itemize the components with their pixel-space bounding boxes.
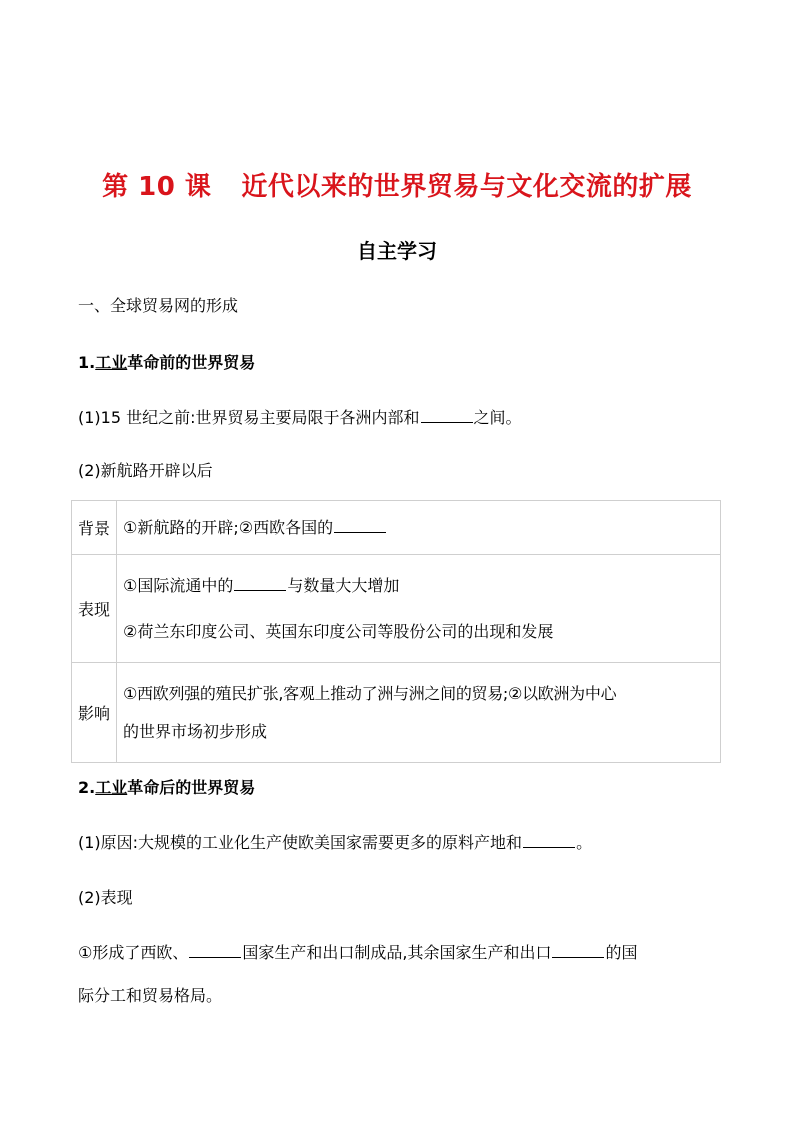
fill-blank bbox=[334, 518, 386, 533]
text-segment: (1)15 世纪之前:世界贸易主要局限于各洲内部和 bbox=[78, 408, 420, 427]
fill-blank bbox=[523, 833, 575, 848]
paragraph-1-1 bbox=[78, 405, 522, 428]
part-two-number: 2. bbox=[78, 778, 96, 797]
lesson-title bbox=[0, 166, 794, 203]
text-segment: 之间。 bbox=[473, 408, 522, 427]
part-two-underlined: 工业 bbox=[95, 778, 128, 797]
table-row bbox=[72, 501, 721, 555]
paragraph-2-1 bbox=[78, 830, 592, 853]
content-line: 的世界市场初步形成 bbox=[123, 721, 268, 741]
section-one-heading: 一、全球贸易网的形成 bbox=[78, 296, 239, 315]
text-segment: ①国际流通中的 bbox=[123, 575, 234, 595]
lesson-topic: 近代以来的世界贸易与文化交流的扩展 bbox=[241, 172, 692, 202]
part-one-heading bbox=[78, 350, 255, 373]
fill-blank bbox=[234, 576, 286, 591]
part-two-heading bbox=[78, 775, 255, 798]
paragraph-2-2: (2)表现 bbox=[78, 888, 133, 907]
fill-blank bbox=[421, 408, 473, 423]
text-segment: 。 bbox=[576, 833, 593, 852]
text-segment: 的国 bbox=[605, 943, 638, 962]
section-heading: 自主学习 bbox=[357, 239, 437, 263]
content-line bbox=[123, 563, 714, 609]
part-one-title: 革命前的世界贸易 bbox=[127, 353, 256, 372]
text-segment: ①形成了西欧、 bbox=[78, 943, 189, 962]
paragraph-2-3-continued: 际分工和贸易格局。 bbox=[78, 986, 223, 1005]
part-one-number: 1. bbox=[78, 353, 96, 372]
paragraph-1-2: (2)新航路开辟以后 bbox=[78, 461, 213, 480]
part-two-title: 革命后的世界贸易 bbox=[127, 778, 256, 797]
text-segment: (1)原因:大规模的工业化生产使欧美国家需要更多的原料产地和 bbox=[78, 833, 523, 852]
table-row bbox=[72, 555, 721, 663]
lesson-number: 第 10 课 bbox=[102, 172, 212, 202]
part-one-underlined: 工业 bbox=[95, 353, 128, 372]
row-content bbox=[117, 663, 721, 763]
fill-blank bbox=[189, 943, 241, 958]
info-table bbox=[71, 500, 721, 763]
text-segment: 与数量大大增加 bbox=[287, 575, 400, 595]
text-segment: ①新航路的开辟;②西欧各国的 bbox=[123, 517, 334, 537]
text-segment: 国家生产和出口制成品,其余国家生产和出口 bbox=[242, 943, 552, 962]
row-label: 影响 bbox=[72, 663, 117, 763]
paragraph-2-3 bbox=[78, 940, 637, 963]
row-label: 表现 bbox=[72, 555, 117, 663]
row-content bbox=[117, 501, 721, 555]
row-label: 背景 bbox=[72, 501, 117, 555]
fill-blank bbox=[552, 943, 604, 958]
content-line: ②荷兰东印度公司、英国东印度公司等股份公司的出现和发展 bbox=[123, 621, 554, 641]
table-row bbox=[72, 663, 721, 763]
row-content bbox=[117, 555, 721, 663]
content-line: ①西欧列强的殖民扩张,客观上推动了洲与洲之间的贸易;②以欧洲为中心 bbox=[123, 683, 617, 703]
